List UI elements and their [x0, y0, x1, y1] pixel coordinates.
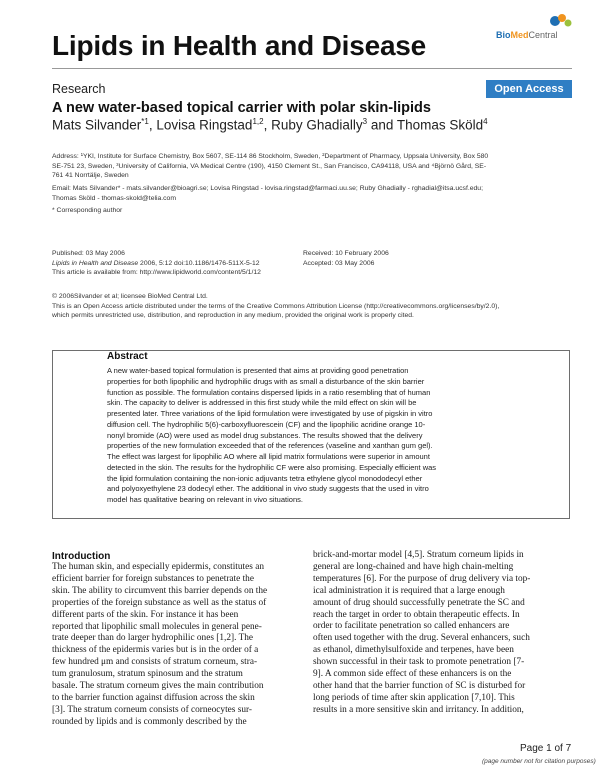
body-text-line: efficient barrier for foreign substances to penetrate the: [52, 573, 254, 584]
introduction-heading: Introduction: [52, 551, 111, 562]
body-text-line: different parts of the skin. For instance it has been: [52, 609, 239, 620]
body-text-line: rounded by lipids and is commonly described by the: [52, 716, 247, 727]
journal-title: Lipids in Health and Disease: [52, 30, 427, 61]
publisher-logo-med: Med: [510, 30, 529, 40]
citation-details: 2006, 5:12 doi:10.1186/1476-511X-5-12: [138, 259, 260, 267]
license-line: which permits unrestricted use, distribution, and reproduction in any medium, provided the original work is properly cited.: [52, 312, 414, 320]
publisher-logo-central: Central: [528, 30, 558, 40]
author-separator: ,: [263, 117, 272, 133]
abstract-line: skin. The capacity to deliver is addressed in this first study while the mild effect on skin will be: [107, 398, 417, 408]
license-statement: [52, 292, 572, 321]
abstract-line: the lipid formulation containing the non-ionic adjuvants tetra ethylene glycol monododecyl ether: [107, 473, 423, 483]
author-separator: and: [367, 117, 397, 133]
header-divider: [52, 68, 572, 69]
email-line: Email: Mats Silvander* - mats.silvander@bioagri.se; Lovisa Ringstad - lovisa.ringstad@farmaci.uu.se; Ruby Ghadially - rghadial@itsa.ucsf.edu;: [52, 185, 483, 192]
abstract-line: diffusion cell. The hydrophilic 5(6)-carboxyfluorescein (CF) and the lipophilic acridine orange 10-: [107, 419, 426, 429]
address-line: Address: ¹YKI, Institute for Surface Chemistry, Box 5607, SE-114 86 Stockholm, Sweden, ²Department of Pharmacy, Uppsala University, Box 580: [52, 153, 489, 160]
corresponding-author-note: * Corresponding author: [52, 207, 123, 214]
body-text-line: tum granulosum, stratum spinosum and the stratum: [52, 669, 243, 680]
body-text-line: to the barrier function against diffusion across the skin: [52, 692, 255, 703]
abstract-line: properties of the new formulation exceeded that of the references (vaseline and xanthan gum gel).: [107, 441, 433, 451]
received-date: Received: 10 February 2006: [303, 250, 389, 257]
body-text-line: often used together with the drug. Several enhancers, such: [313, 633, 530, 644]
body-text-line: reported that lipophilic small molecules in general pene-: [52, 621, 262, 632]
body-text-line: amount of drug should successfully penetrate the SC and: [313, 597, 525, 608]
article-url[interactable]: This article is available from: http://www.lipidworld.com/content/5/1/12: [52, 269, 261, 277]
body-text-line: trate deeper than do larger hydrophilic ones [1,2]. The: [52, 633, 254, 644]
received-accepted-dates: [303, 249, 389, 268]
author-affiliation-marker: *1: [141, 117, 149, 126]
author-name: Lovisa Ringstad: [156, 117, 253, 133]
email-line: Thomas Sköld - thomas-skold@telia.com: [52, 194, 177, 202]
body-text-line: thickness of the epidermis varies but is in the order of a: [52, 645, 259, 656]
abstract-line: presented later. Three variations of the lipid formulation were investigated by use of pigskin in vitro: [107, 409, 433, 418]
author-name: Thomas Sköld: [396, 117, 484, 133]
citation-journal: Lipids in Health and Disease: [52, 259, 139, 267]
abstract-line: function as possible. The formulation contains dispersed lipids in a ratio resembling that of human: [107, 387, 431, 397]
body-text-line: temperatures [6]. For the purpose of drug delivery via top-: [313, 573, 531, 584]
open-access-badge[interactable]: Open Access: [486, 80, 572, 98]
abstract-body: [107, 366, 512, 506]
paper-title: A new water-based topical carrier with polar skin-lipids: [52, 100, 431, 116]
intro-column-left: [52, 562, 306, 729]
body-text-line: The human skin, and especially epidermis, constitutes an: [52, 562, 264, 572]
abstract-line: detected in the skin. The results for the hydrophilic CF were also promising. Especially efficient was: [107, 462, 437, 472]
abstract-line: model has qualitative bearing on relevant in vivo situations.: [107, 495, 303, 504]
intro-column-right: [313, 550, 567, 717]
author-affiliation-marker: 3: [362, 117, 368, 126]
body-text-line: long periods of time after skin application [7,10]. This: [313, 692, 515, 703]
body-text-line: shown successful in their task to promote penetration [7-: [313, 657, 525, 668]
body-text-line: skin. The ability to circumvent this barrier depends on the: [52, 585, 268, 596]
author-list: [52, 117, 488, 133]
body-text-line: results in a more sensitive skin and irritancy. In addition,: [313, 704, 524, 715]
body-text-line: basale. The stratum corneum gives the main contribution: [52, 681, 264, 692]
accepted-date: Accepted: 03 May 2006: [303, 259, 375, 267]
author-name: Mats Silvander: [52, 117, 142, 133]
publisher-logo[interactable]: [496, 30, 558, 40]
page-number: Page 1 of 7: [520, 743, 572, 754]
body-text-line: other hand that the barrier function of SC is disturbed for: [313, 680, 526, 691]
body-text-line: brick-and-mortar model [4,5]. Stratum corneum lipids in: [313, 550, 524, 560]
affiliation-address: [52, 152, 572, 181]
author-affiliation-marker: 1,2: [252, 117, 264, 126]
publisher-logo-bio: Bio: [496, 30, 511, 40]
published-date: Published: 03 May 2006: [52, 250, 125, 257]
body-text-line: few hundred μm and consists of stratum corneum, stra-: [52, 657, 258, 668]
body-text-line: as ethanol, dimethylsulfoxide and terpenes, have been: [313, 645, 514, 656]
author-affiliation-marker: 4: [483, 117, 488, 126]
license-line: This is an Open Access article distributed under the terms of the Creative Commons Attribution License (http://creativecommons.org/licenses/by/2.0),: [52, 302, 500, 310]
body-text-line: order to facilitate penetration so called enhancers are: [313, 621, 510, 632]
section-label: Research: [52, 82, 106, 96]
address-line: 761 41 Norrtälje, Sweden: [52, 172, 129, 180]
author-separator: ,: [148, 117, 157, 133]
license-line: © 2006Silvander et al; licensee BioMed Central Ltd.: [52, 293, 208, 300]
abstract-line: and polyoxyethylene 23 dodecyl ether. The additional in vivo study suggests that the used in vitro: [107, 484, 429, 494]
abstract-heading: Abstract: [107, 351, 148, 362]
abstract-line: properties for both lipophilic and hydrophilic drugs with as small a disturbance of the skin barrier: [107, 376, 425, 386]
body-text-line: [3]. The stratum corneum consists of corneocytes sur-: [52, 704, 252, 715]
abstract-line: The effect was largest for lipophilic AO where all lipid matrix formulations were superior in amount: [107, 452, 430, 461]
body-text-line: 9]. A common side effect of these enhancers is on the: [313, 669, 512, 680]
body-text-line: reach the target in order to obtain therapeutic effects. In: [313, 609, 520, 620]
body-text-line: general are long-chained and have high chain-melting: [313, 561, 514, 572]
author-name: Ruby Ghadially: [271, 117, 363, 133]
biomed-logo-icon: [549, 12, 573, 30]
page-number-note: (page number not for citation purposes): [482, 758, 596, 765]
address-line: SE-751 23, Sweden, ³University of California, VA Medical Centre (190), 4150 Clement St., San Francisco, CA94118, USA and ⁴Björnö Gård, SE-: [52, 162, 487, 170]
abstract-line: A new water-based topical formulation is presented that aims at providing good penetration: [107, 366, 409, 375]
author-emails: [52, 184, 572, 203]
abstract-line: nonyl bromide (AO) were used as model drug substances. The results showed that the delivery: [107, 430, 423, 440]
body-text-line: ical administration it is required that a large enough: [313, 585, 505, 596]
body-text-line: properties of the foreign substance as well as the status of: [52, 597, 267, 608]
